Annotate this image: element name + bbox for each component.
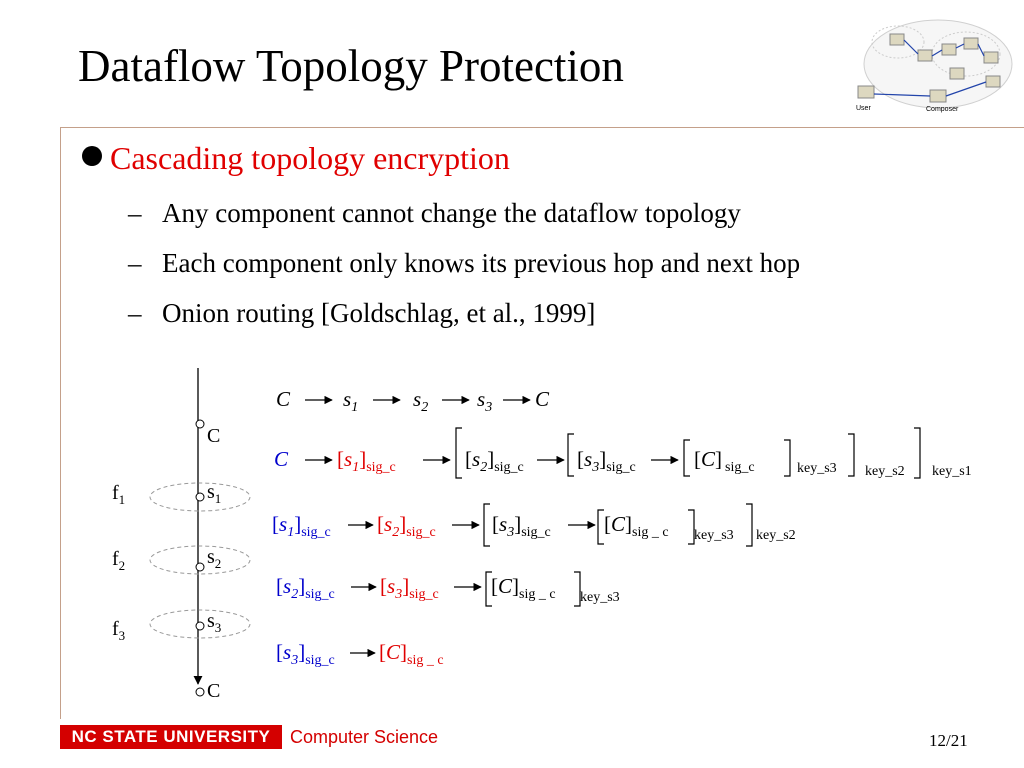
onion-row-s3: [276, 640, 444, 668]
onion-row-c: [274, 428, 972, 479]
node-bottom: [196, 688, 204, 696]
onion-row-s1: [272, 504, 796, 546]
svg-text:C: C: [276, 387, 291, 411]
svg-text:C: C: [274, 447, 289, 471]
department-name: Computer Science: [290, 727, 439, 747]
svg-text:[s2]sig_c: $[s_2]_{sig\_c}$: [465, 447, 524, 475]
node-label-bottom: C: [207, 680, 221, 702]
sub-bullet-text: Each component only knows its previous hop and next hop: [162, 248, 801, 278]
svg-text:[s3]sig_c: $[s_3]_{sig\_c}$: [492, 512, 551, 540]
svg-text:[C]sig _ c: $[C]_{sig \_ c}$: [379, 640, 444, 668]
f-label-1: $f_1$: [112, 482, 126, 507]
slide-title: Dataflow Topology Protection: [78, 41, 624, 91]
node-s3: [196, 622, 204, 630]
svg-text:[C]sig _ c: $[C]_{sig \_ c}$: [604, 512, 669, 540]
node-label-s2: $s_2$: [207, 546, 222, 571]
sub-bullet-text: Any component cannot change the dataflow topology: [162, 198, 741, 228]
vertical-flow: [112, 368, 250, 702]
f-label-2: $f_2$: [112, 548, 126, 573]
page-number: 12/21: [929, 731, 968, 750]
sub-bullet-text: Onion routing [Goldschlag, et al., 1999]: [162, 298, 596, 328]
svg-text:[s3]sig_c: $[s_3]_{sig\_c}$: [276, 640, 335, 668]
sub-bullet-1: – Any component cannot change the dataflow topology: [128, 198, 741, 228]
svg-text:key_s1: key_s1: [932, 464, 972, 479]
main-bullet-text: Cascading topology encryption: [110, 140, 510, 176]
svg-text:key_s2: key_s2: [865, 464, 905, 479]
node-label-top: C: [207, 425, 221, 447]
svg-text:s1: $s_1$: [343, 387, 359, 415]
svg-text:[s3]sig_c: $[s_3]_{sig\_c}$: [380, 574, 439, 602]
node-s2: [196, 563, 204, 571]
svg-text:[s2]sig_c: $[s_2]_{sig\_c}$: [377, 512, 436, 540]
node-label-s1: $s_1$: [207, 481, 222, 506]
svg-text:s3: $s_3$: [477, 387, 493, 415]
university-logo: NC STATE UNIVERSITY: [71, 727, 271, 746]
f-label-3: $f_3$: [112, 618, 126, 643]
svg-text:[s1]sig_c: $[s_1]_{sig\_c}$: [337, 447, 396, 475]
sub-bullet-3: – Onion routing [Goldschlag, et al., 1999]: [128, 298, 596, 328]
svg-text:key_s2: key_s2: [756, 528, 796, 543]
svg-text:C: C: [535, 387, 550, 411]
sub-bullet-2: – Each component only knows its previous hop and next hop: [128, 248, 801, 278]
svg-text:[s2]sig_c: $[s_2]_{sig\_c}$: [276, 574, 335, 602]
svg-text:s2: $s_2$: [413, 387, 429, 415]
svg-text:Composer: Composer: [926, 106, 959, 113]
node-top: [196, 420, 204, 428]
svg-text:key_s3: key_s3: [694, 528, 734, 543]
svg-text:[s1]sig_c: $[s_1]_{sig\_c}$: [272, 512, 331, 540]
svg-text:key_s3: key_s3: [797, 461, 837, 476]
svg-text:User: User: [856, 105, 871, 112]
svg-text:[C]sig _ c: $[C]_{sig \_ c}$: [491, 574, 556, 602]
svg-text:[s3]sig_c: $[s_3]_{sig\_c}$: [577, 447, 636, 475]
onion-row-s2: [276, 572, 620, 606]
node-s1: [196, 493, 204, 501]
svg-text:key_s3: key_s3: [580, 590, 620, 605]
svg-text:[C]sig_c: [C] $_{sig\_c}$: [694, 447, 755, 475]
node-label-s3: $s_3$: [207, 610, 222, 635]
path-row: [276, 387, 550, 415]
